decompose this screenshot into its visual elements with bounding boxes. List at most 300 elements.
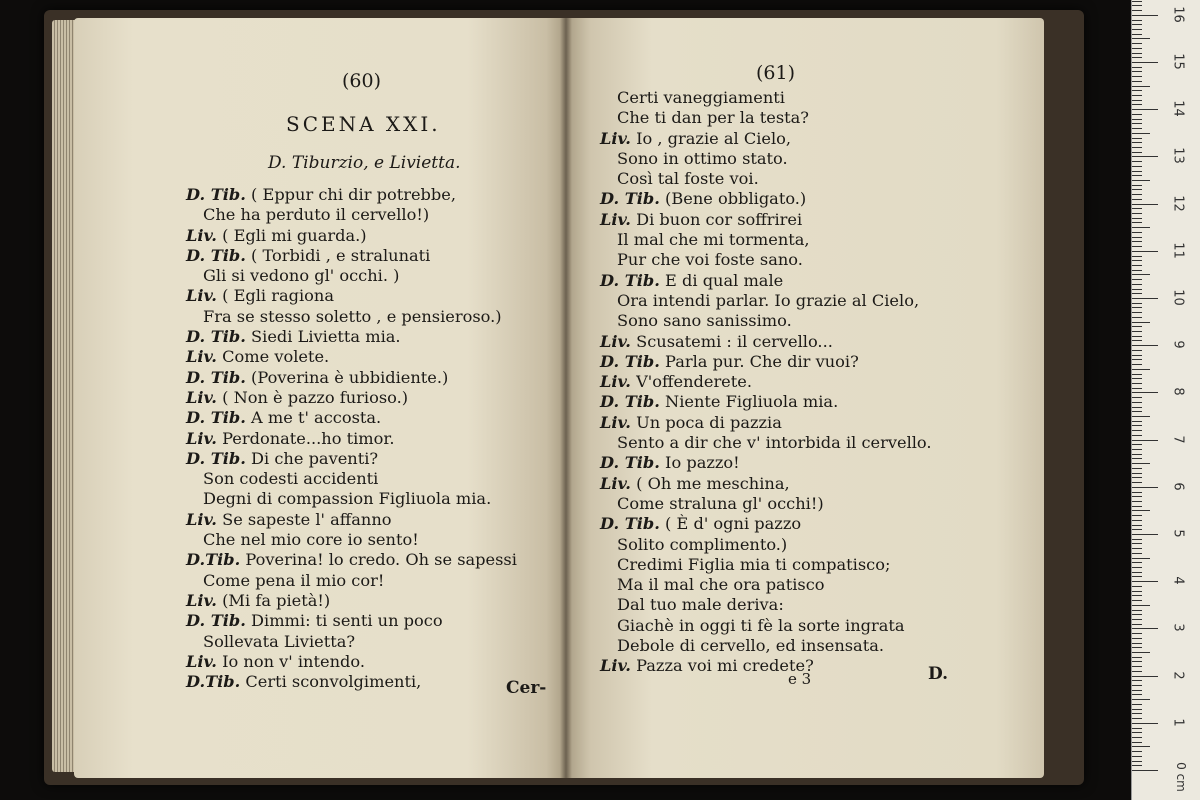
ruler-tick (1132, 34, 1142, 35)
verse-text: Degni di compassion Figliuola mia. (203, 489, 492, 509)
verse-text: Fra se stesso soletto , e pensieroso.) (203, 306, 502, 326)
speaker-label: Liv. (600, 372, 631, 392)
ruler-tick (1132, 326, 1142, 327)
text-line (600, 129, 932, 149)
ruler-tick (1132, 57, 1142, 58)
verse-text: Son codesti accidenti (203, 469, 379, 489)
ruler-tick (1132, 492, 1142, 493)
verse-text: Certi vaneggiamenti (617, 88, 785, 107)
ruler-tick (1132, 359, 1142, 360)
speaker-label: Liv. (600, 473, 631, 493)
text-line (600, 555, 932, 575)
ruler-number: 12 (1170, 194, 1186, 212)
verse-text: Il mal che mi tormenta, (617, 230, 810, 250)
ruler-tick (1132, 430, 1142, 431)
text-line (186, 672, 517, 692)
ruler-tick (1132, 416, 1150, 417)
ruler-tick (1132, 270, 1142, 271)
text-line (600, 595, 932, 615)
text-line (600, 636, 932, 656)
verse-text: Così tal foste voi. (617, 169, 759, 189)
ruler-tick (1132, 274, 1150, 275)
text-line (600, 291, 932, 311)
text-line (600, 535, 932, 555)
ruler-tick (1132, 591, 1142, 592)
ruler-tick (1132, 5, 1142, 6)
ruler-number: 7 (1170, 434, 1186, 444)
speaker-label: D. Tib. (186, 245, 246, 265)
verse-text: ( È d' ogni pazzo (665, 514, 802, 534)
verse-text: ( Non è pazzo furioso.) (222, 387, 409, 407)
verse-text: Credimi Figlia mia ti compatisco; (617, 554, 891, 574)
ruler-tick (1132, 340, 1142, 341)
ruler-tick (1132, 336, 1142, 337)
ruler-tick (1132, 619, 1142, 620)
ruler-tick (1132, 709, 1142, 710)
ruler-tick (1132, 152, 1142, 153)
text-line (186, 611, 517, 631)
text-line (186, 591, 517, 611)
text-line (600, 372, 932, 392)
text-line (600, 514, 932, 534)
speaker-label: Liv. (600, 209, 631, 229)
ruler-tick (1132, 756, 1142, 757)
verse-text: A me t' accosta. (251, 408, 382, 428)
verse-text: Certi sconvolgimenti, (245, 672, 422, 692)
ruler-tick (1132, 633, 1142, 634)
speaker-label: D. Tib. (600, 270, 660, 290)
ruler-tick (1132, 369, 1150, 370)
speaker-label: D. Tib. (600, 189, 660, 209)
text-line (600, 575, 932, 595)
ruler-tick (1132, 317, 1142, 318)
verse-text: ( Egli ragiona (222, 286, 334, 306)
verse-text: Perdonate...ho timor. (222, 428, 395, 448)
right-page (566, 18, 1044, 778)
ruler-tick (1132, 15, 1158, 16)
ruler-tick (1132, 614, 1142, 615)
text-line (186, 429, 517, 449)
verse-text: Che ha perduto il cervello!) (203, 205, 430, 225)
verse-text: Poverina! lo credo. Oh se sapessi (245, 550, 517, 570)
ruler-tick (1132, 76, 1142, 77)
text-line (186, 327, 517, 347)
ruler-tick (1132, 43, 1142, 44)
text-line (600, 271, 932, 291)
verse-text: Sono sano sanissimo. (617, 311, 792, 331)
ruler-number: 2 (1170, 670, 1186, 680)
ruler-tick (1132, 189, 1142, 190)
ruler-tick (1132, 553, 1142, 554)
verse-text: Pazza voi mi credete? (636, 656, 814, 676)
ruler-tick (1132, 218, 1142, 219)
ruler-tick (1132, 562, 1142, 563)
speaker-label: Liv. (600, 412, 631, 432)
ruler-tick (1132, 723, 1158, 724)
speaker-label: D. Tib. (186, 185, 246, 204)
ruler-tick (1132, 407, 1142, 408)
ruler-tick (1132, 765, 1142, 766)
ruler-tick (1132, 718, 1142, 719)
right-text-block (600, 88, 932, 677)
ruler-tick (1132, 458, 1142, 459)
ruler-tick (1132, 440, 1158, 441)
speaker-label: D. Tib. (600, 351, 660, 371)
page-number: (60) (342, 70, 382, 92)
ruler-number: 13 (1170, 147, 1186, 165)
ruler-tick (1132, 175, 1142, 176)
verse-text: ( Eppur chi dir potrebbe, (251, 185, 456, 204)
verse-text: Di che paventi? (251, 448, 379, 468)
ruler-tick (1132, 104, 1142, 105)
verse-text: Io , grazie al Cielo, (636, 128, 792, 148)
ruler-tick (1132, 388, 1142, 389)
text-line (186, 388, 517, 408)
verse-text: (Mi fa pietà!) (222, 590, 331, 610)
text-line (186, 368, 517, 388)
ruler-tick (1132, 506, 1142, 507)
text-line (600, 250, 932, 270)
ruler-tick (1132, 331, 1142, 332)
left-text-block (186, 185, 517, 692)
ruler-tick (1132, 586, 1142, 587)
ruler-tick (1132, 737, 1142, 738)
ruler-tick (1132, 605, 1150, 606)
speaker-label: D. Tib. (186, 408, 246, 428)
ruler-tick (1132, 100, 1142, 101)
ruler-tick (1132, 742, 1142, 743)
text-line (186, 205, 517, 225)
ruler-tick (1132, 676, 1158, 677)
ruler-tick (1132, 515, 1142, 516)
ruler-tick (1132, 600, 1142, 601)
ruler-tick (1132, 477, 1142, 478)
ruler-tick (1132, 652, 1150, 653)
verse-text: Scusatemi : il cervello... (636, 331, 833, 351)
verse-text: (Bene obbligato.) (665, 189, 807, 209)
speaker-label: D. Tib. (600, 514, 660, 534)
text-line (186, 347, 517, 367)
ruler-tick (1132, 548, 1142, 549)
ruler-tick (1132, 142, 1142, 143)
ruler-tick (1132, 293, 1142, 294)
page-edges (52, 20, 76, 772)
ruler-tick (1132, 421, 1142, 422)
verse-text: Debole di cervello, ed insensata. (617, 636, 885, 656)
speaker-label: D. Tib. (186, 367, 246, 387)
ruler-tick (1132, 237, 1142, 238)
text-line (186, 408, 517, 428)
ruler-tick (1132, 661, 1142, 662)
verse-text: Che nel mio core io sento! (203, 530, 419, 550)
ruler-tick (1132, 732, 1142, 733)
text-line (600, 210, 932, 230)
ruler-tick (1132, 520, 1142, 521)
speaker-label: Liv. (600, 656, 631, 676)
text-line (600, 189, 932, 209)
ruler-tick (1132, 647, 1142, 648)
ruler-tick (1132, 374, 1142, 375)
text-line (600, 494, 932, 514)
ruler-tick (1132, 81, 1142, 82)
text-line (186, 246, 517, 266)
text-line (186, 510, 517, 530)
verse-text: Sollevata Livietta? (203, 631, 356, 651)
ruler-tick (1132, 227, 1150, 228)
ruler-tick (1132, 510, 1150, 511)
speaker-label: Liv. (186, 509, 217, 529)
ruler-tick (1132, 543, 1142, 544)
text-line (600, 230, 932, 250)
ruler-tick (1132, 761, 1142, 762)
verse-text: Giachè in oggi ti fè la sorte ingrata (617, 615, 905, 635)
ruler-tick (1132, 581, 1158, 582)
text-line (186, 652, 517, 672)
ruler-number: 1 (1170, 718, 1186, 727)
ruler-tick (1132, 728, 1142, 729)
ruler-tick (1132, 208, 1142, 209)
ruler-tick (1132, 468, 1142, 469)
ruler-tick (1132, 180, 1150, 181)
catchword: Cer- (506, 678, 547, 698)
ruler-tick (1132, 685, 1142, 686)
text-line (600, 169, 932, 189)
text-line (600, 413, 932, 433)
ruler-tick (1132, 123, 1142, 124)
ruler-tick (1132, 213, 1142, 214)
ruler-tick (1132, 48, 1142, 49)
ruler-tick (1132, 166, 1142, 167)
ruler-tick (1132, 576, 1142, 577)
verse-text: Se sapeste l' affanno (222, 509, 392, 529)
ruler-tick (1132, 199, 1142, 200)
ruler-tick (1132, 119, 1142, 120)
ruler-tick (1132, 204, 1158, 205)
ruler-tick (1132, 133, 1150, 134)
speaker-label: D. Tib. (600, 392, 660, 412)
ruler-unit: 0 cm (1173, 762, 1188, 792)
text-line (186, 550, 517, 570)
ruler-tick (1132, 713, 1142, 714)
text-line (600, 453, 932, 473)
text-line (600, 616, 932, 636)
speaker-label: Liv. (186, 347, 217, 367)
speaker-label: Liv. (186, 428, 217, 448)
speaker-label: Liv. (600, 331, 631, 351)
speaker-label: Liv. (186, 387, 217, 407)
ruler-tick (1132, 638, 1142, 639)
text-line (186, 307, 517, 327)
ruler-tick (1132, 86, 1150, 87)
ruler-number: 10 (1170, 289, 1186, 306)
ruler-tick (1132, 666, 1142, 667)
verse-text: Come volete. (222, 347, 330, 367)
ruler-tick (1132, 643, 1142, 644)
speaker-label: D. Tib. (186, 611, 246, 631)
verse-text: ( Oh me meschina, (636, 473, 790, 493)
verse-text: V'offenderete. (636, 372, 752, 392)
ruler-tick (1132, 624, 1142, 625)
ruler-number: 6 (1170, 482, 1186, 491)
speaker-label: D. Tib. (186, 448, 246, 468)
ruler-tick (1132, 435, 1142, 436)
verse-text: Ora intendi parlar. Io grazie al Cielo, (617, 290, 920, 310)
text-line (600, 88, 932, 108)
ruler-tick (1132, 425, 1142, 426)
ruler-tick (1132, 699, 1150, 700)
ruler-tick (1132, 378, 1142, 379)
verse-text: Come pena il mio cor! (203, 570, 385, 590)
ruler-tick (1132, 53, 1142, 54)
ruler-tick (1132, 10, 1142, 11)
verse-text: Parla pur. Che dir vuoi? (665, 351, 859, 371)
verse-text: Gli si vedono gl' occhi. ) (203, 266, 400, 286)
verse-text: Sono in ottimo stato. (617, 148, 788, 168)
ruler-tick (1132, 279, 1142, 280)
text-line (186, 489, 517, 509)
text-line (186, 469, 517, 489)
speaker-label: Liv. (186, 286, 217, 306)
ruler-number: 14 (1170, 100, 1186, 117)
ruler-tick (1132, 411, 1142, 412)
ruler-tick (1132, 303, 1142, 304)
ruler-tick (1132, 156, 1158, 157)
ruler-tick (1132, 671, 1142, 672)
verse-text: Io non v' intendo. (222, 651, 365, 671)
verse-text: ( Torbidi , e stralunati (251, 245, 431, 265)
text-line (186, 226, 517, 246)
ruler-tick (1132, 525, 1142, 526)
verse-text: Un poca di pazzia (636, 412, 782, 432)
text-line (600, 352, 932, 372)
speaker-label: D. Tib. (600, 453, 660, 473)
text-line (600, 311, 932, 331)
measurement-ruler (1131, 0, 1200, 800)
ruler-tick (1132, 657, 1142, 658)
ruler-tick (1132, 246, 1142, 247)
speaker-label: Liv. (186, 651, 217, 671)
text-line (186, 449, 517, 469)
ruler-tick (1132, 256, 1142, 257)
ruler-tick (1132, 284, 1142, 285)
text-line (600, 656, 932, 676)
text-line (600, 332, 932, 352)
ruler-tick (1132, 558, 1150, 559)
ruler-tick (1132, 185, 1142, 186)
ruler-tick (1132, 610, 1142, 611)
verse-text: Pur che voi foste sano. (617, 250, 803, 270)
ruler-tick (1132, 770, 1158, 771)
verse-text: Siedi Livietta mia. (251, 327, 401, 347)
ruler-tick (1132, 67, 1142, 68)
speaker-label: D.Tib. (186, 672, 241, 692)
verse-text: Io pazzo! (665, 453, 740, 473)
speaker-label: Liv. (600, 128, 631, 148)
ruler-tick (1132, 298, 1158, 299)
ruler-tick (1132, 241, 1142, 242)
signature-mark: e 3 (788, 670, 812, 688)
ruler-tick (1132, 109, 1158, 110)
ruler-tick (1132, 322, 1150, 323)
ruler-tick (1132, 628, 1158, 629)
ruler-tick (1132, 694, 1142, 695)
ruler-tick (1132, 473, 1142, 474)
verse-text: Sento a dir che v' intorbida il cervello. (617, 433, 932, 453)
scene-characters: D. Tiburzio, e Livietta. (268, 153, 461, 173)
ruler-tick (1132, 138, 1142, 139)
ruler-tick (1132, 194, 1142, 195)
verse-text: E di qual male (665, 270, 784, 290)
verse-text: Dimmi: ti senti un poco (251, 611, 443, 631)
ruler-tick (1132, 567, 1142, 568)
ruler-tick (1132, 595, 1142, 596)
ruler-tick (1132, 29, 1142, 30)
text-line (186, 632, 517, 652)
text-line (186, 185, 517, 205)
ruler-tick (1132, 751, 1142, 752)
ruler-tick (1132, 449, 1142, 450)
text-line (600, 108, 932, 128)
ruler-tick (1132, 90, 1142, 91)
ruler-tick (1132, 392, 1158, 393)
scene-heading: SCENA XXI. (286, 112, 441, 136)
ruler-number: 5 (1170, 529, 1186, 538)
ruler-number: 3 (1170, 623, 1186, 633)
verse-text: Solito complimento.) (617, 534, 788, 554)
book-gutter (560, 18, 572, 778)
text-line (600, 433, 932, 453)
ruler-tick (1132, 534, 1158, 535)
verse-text: Dal tuo male deriva: (617, 595, 784, 615)
ruler-tick (1132, 463, 1150, 464)
ruler-tick (1132, 289, 1142, 290)
ruler-number: 15 (1170, 53, 1186, 70)
ruler-number: 9 (1170, 340, 1186, 349)
ruler-tick (1132, 38, 1150, 39)
ruler-tick (1132, 232, 1142, 233)
ruler-tick (1132, 402, 1142, 403)
ruler-tick (1132, 496, 1142, 497)
text-line (186, 286, 517, 306)
verse-text: Niente Figliuola mia. (665, 392, 839, 412)
ruler-tick (1132, 487, 1158, 488)
text-line (600, 392, 932, 412)
text-line (186, 266, 517, 286)
ruler-tick (1132, 62, 1158, 63)
ruler-tick (1132, 444, 1142, 445)
ruler-tick (1132, 114, 1142, 115)
ruler-number: 4 (1170, 576, 1186, 585)
text-line (186, 571, 517, 591)
verse-text: Che ti dan per la testa? (617, 108, 809, 128)
text-line (186, 530, 517, 550)
ruler-tick (1132, 265, 1142, 266)
page-number: (61) (756, 62, 796, 84)
ruler-tick (1132, 1, 1142, 2)
ruler-tick (1132, 251, 1158, 252)
ruler-tick (1132, 95, 1142, 96)
ruler-tick (1132, 572, 1142, 573)
ruler-tick (1132, 20, 1142, 21)
ruler-tick (1132, 529, 1142, 530)
ruler-tick (1132, 222, 1142, 223)
ruler-tick (1132, 680, 1142, 681)
ruler-tick (1132, 307, 1142, 308)
verse-text: Ma il mal che ora patisco (617, 575, 825, 595)
left-page (74, 18, 566, 778)
ruler-number: 11 (1170, 242, 1186, 259)
verse-text: Di buon cor soffrirei (636, 209, 803, 229)
